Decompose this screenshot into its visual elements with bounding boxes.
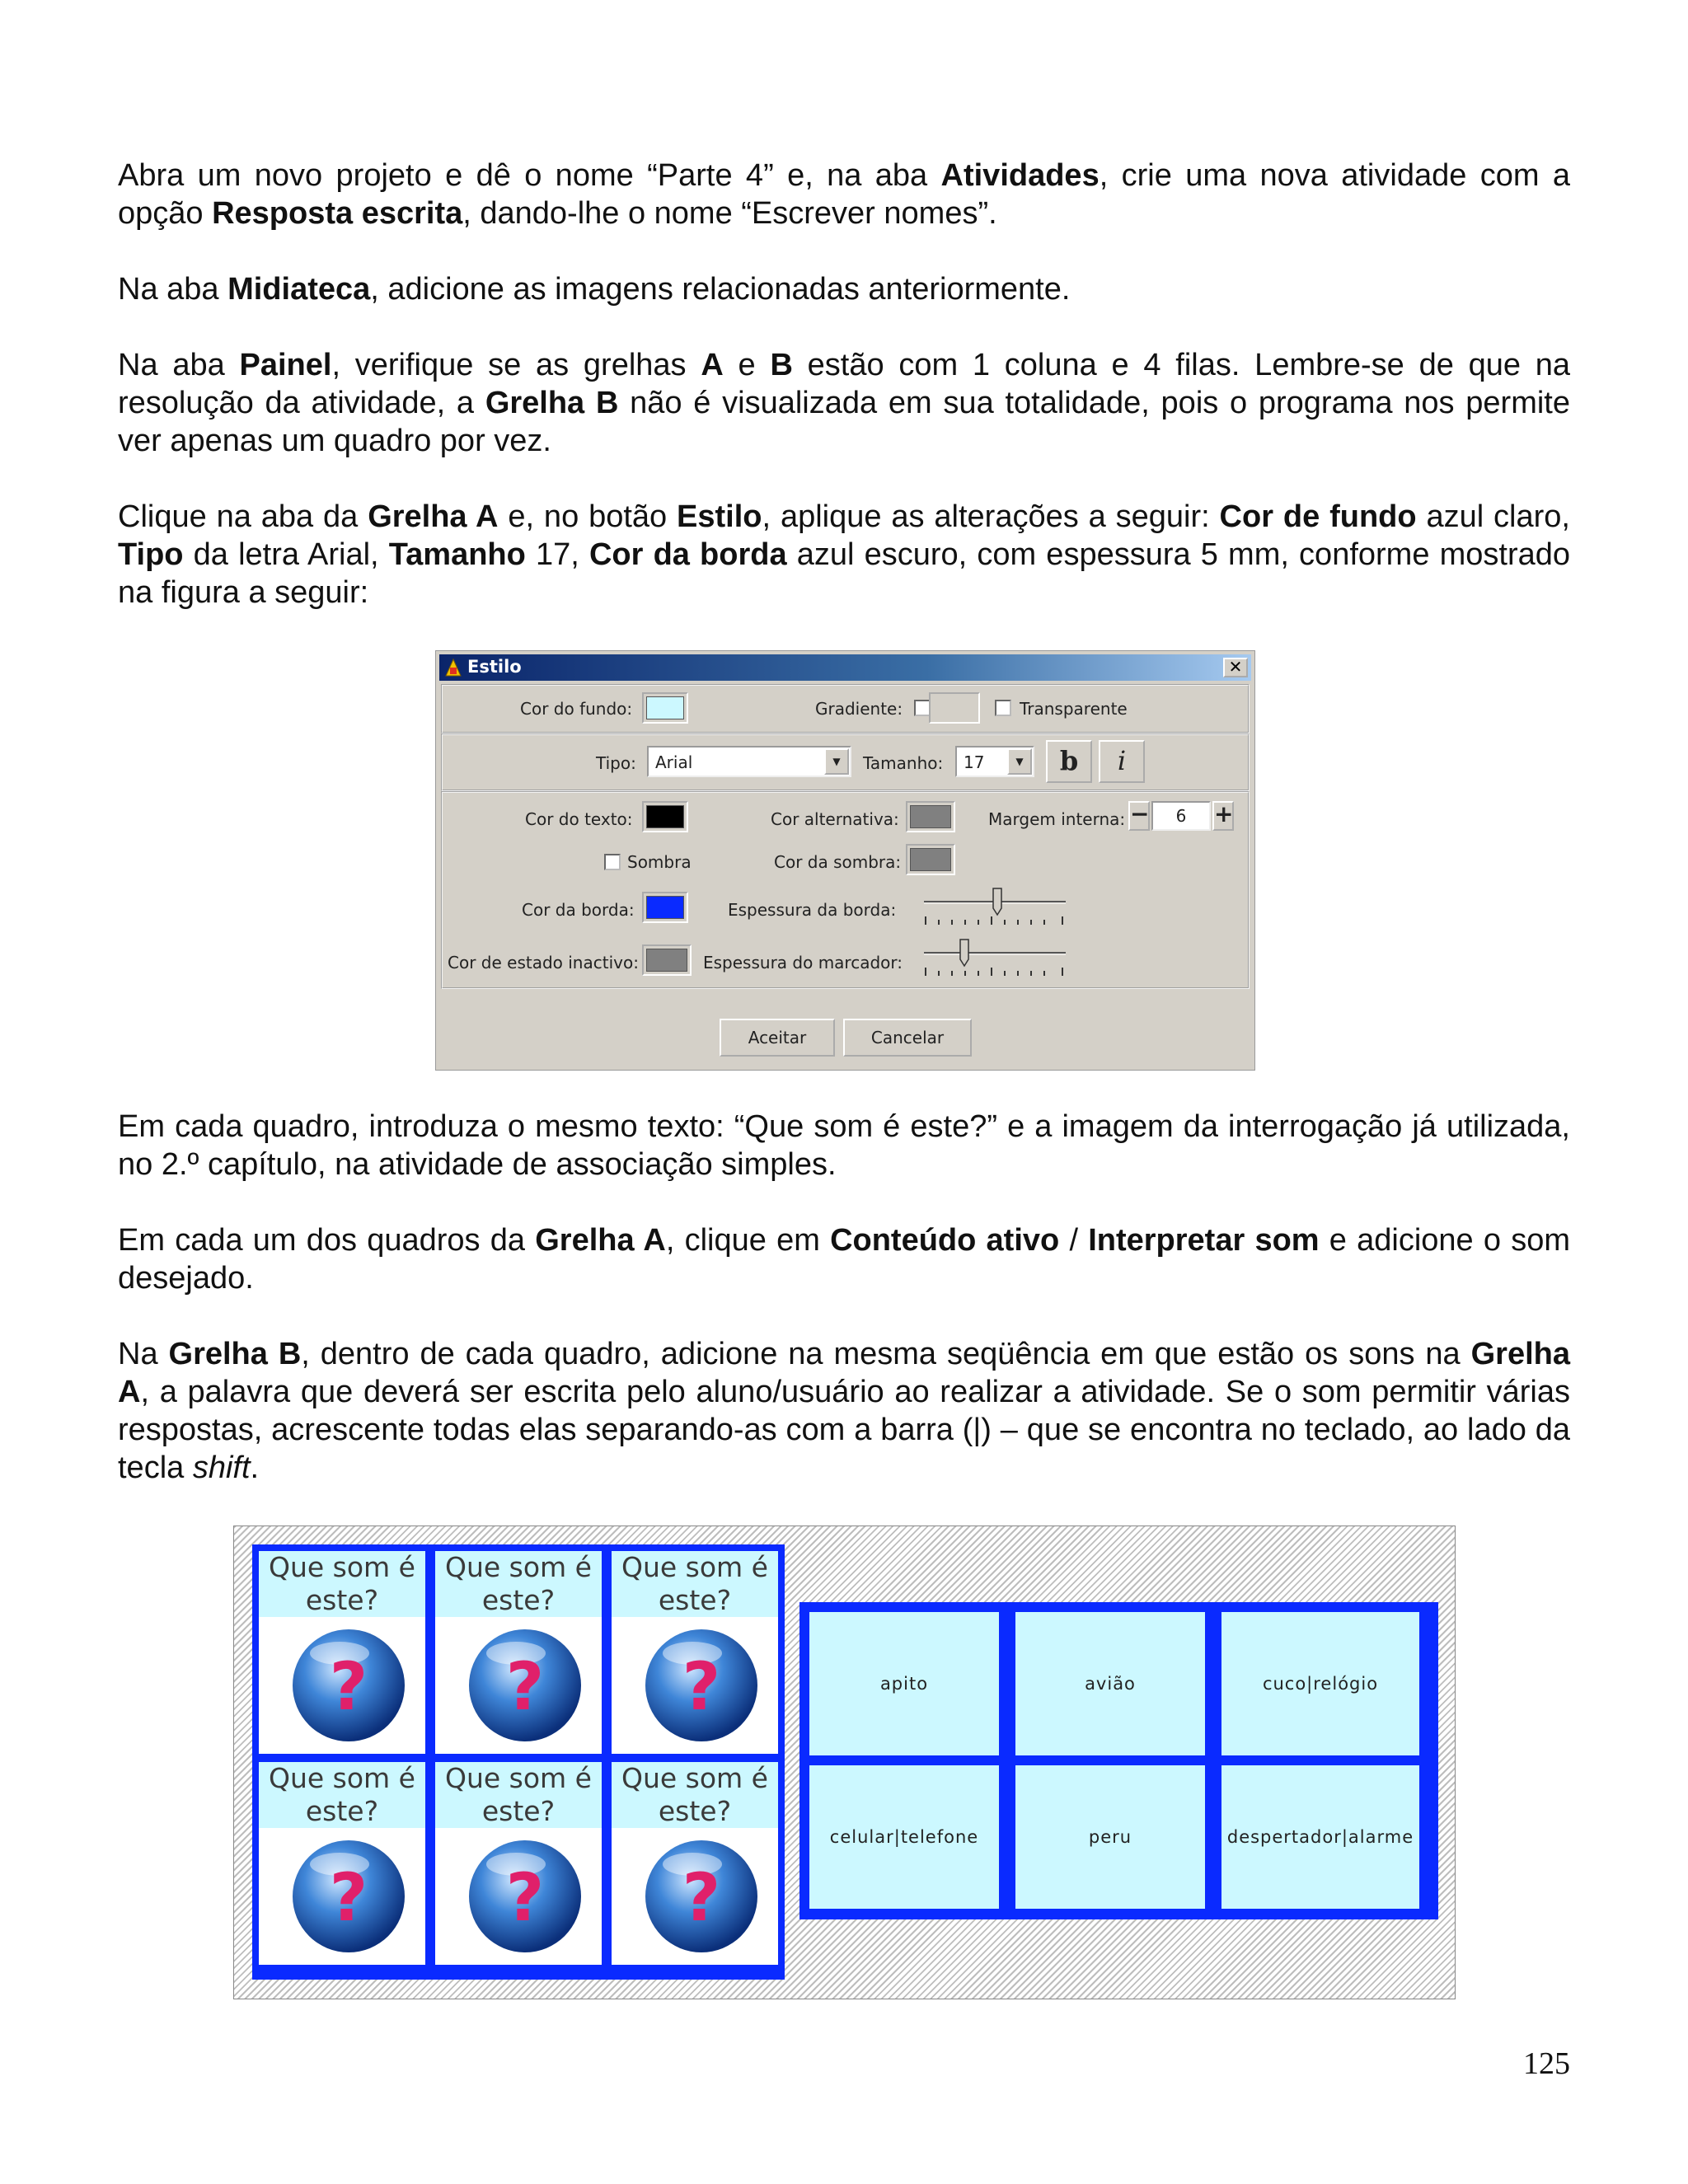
text: , dentro de cada quadro, adicione na mesma seqüência em que estão os sons na [301,1337,1471,1371]
text: 17, [525,537,589,572]
cor-sombra-label: Cor da sombra: [774,852,902,872]
gradiente-checkbox[interactable] [914,700,931,716]
grelha-b-cell[interactable]: celular|telefone [809,1765,999,1909]
text: , dando-lhe o nome “Escrever nomes”. [462,196,997,231]
bold-button[interactable]: b [1046,740,1092,783]
cell-text: Que som é este? [612,1551,778,1617]
margem-label: Margem interna: [988,809,1126,829]
text: , verifique se as grelhas [331,348,701,382]
section-background [441,684,1250,733]
activity-grid-figure [233,1526,1456,1999]
text: estão com 1 coluna e 4 filas. Lembre-se de que na resolução da atividade, a [118,348,1571,420]
margem-increase-button[interactable]: + [1212,801,1234,831]
dialog-title: Estilo [467,657,522,677]
cor-borda-label: Cor da borda: [522,900,635,920]
bold-text: Grelha A [118,1337,1570,1409]
tamanho-label: Tamanho: [863,753,944,773]
espessura-borda-label: Espessura da borda: [728,900,897,920]
text: , aplique as alterações a seguir: [762,499,1220,534]
cor-texto-color [646,805,684,828]
bold-text: Grelha A [368,499,499,534]
bold-text: Resposta escrita [212,196,463,231]
grelha-b [799,1602,1438,1919]
gradiente-label: Gradiente: [815,699,903,719]
grelha-a-cell[interactable] [612,1551,778,1754]
cor-alternativa-color [910,805,951,828]
bold-text: Cor da borda [588,537,787,572]
bold-text: Conteúdo ativo [830,1223,1060,1258]
text: Clique na aba da [118,499,368,534]
cell-text: Que som é este? [612,1762,778,1828]
cell-text: Que som é este? [259,1762,425,1828]
qmark-glyph: ? [505,1648,545,1725]
dialog-titlebar[interactable] [439,654,1251,681]
close-button[interactable]: ✕ [1223,658,1248,677]
cor-sombra-color [910,848,951,871]
margem-input[interactable]: 6 [1151,801,1211,831]
paragraph-6 [118,1221,1570,1297]
bold-text: Interpretar som [1088,1223,1320,1258]
cor-inactivo-color [646,949,687,972]
section-font [441,733,1250,791]
text: e adicione o som desejado. [118,1223,1570,1296]
qmark-glyph: ? [682,1648,721,1725]
text: azul escuro, com espessura 5 mm, conforme mostrado na figura a seguir: [118,537,1571,610]
paragraph-1 [118,157,1570,232]
bold-text: Estilo [677,499,762,534]
grelha-b-cell[interactable]: avião [1015,1612,1205,1755]
cor-borda-color [646,896,684,919]
page-number: 125 [1523,2046,1570,2081]
text: não é visualizada em sua totalidade, pois o programa nos permite ver apenas um quadro por vez. [118,386,1570,458]
grelha-a-cell[interactable] [259,1762,425,1965]
text: da letra Arial, [183,537,389,572]
grelha-a-cell[interactable] [435,1762,602,1965]
grelha-b-cell[interactable]: peru [1015,1765,1205,1909]
margem-decrease-button[interactable]: − [1128,801,1150,831]
italic-text: shift [192,1451,251,1485]
question-mark-icon [467,1838,584,1955]
paragraph-2 [118,270,1570,308]
qmark-glyph: ? [682,1859,721,1936]
italic-button[interactable]: i [1099,740,1145,783]
cell-text: Que som é este? [435,1551,602,1617]
section-colors [441,791,1250,989]
text: , crie uma nova atividade com a opção [118,158,1570,231]
cor-fundo-color [646,696,684,719]
dropdown-arrow-icon[interactable]: ▼ [1007,748,1032,775]
bold-text: Grelha B [485,386,619,420]
cor-fundo-swatch[interactable] [642,692,688,724]
app-icon [444,658,462,677]
tipo-label: Tipo: [596,753,636,773]
qmark-glyph: ? [329,1859,368,1936]
espessura-borda-slider[interactable] [921,883,1069,930]
bold-text: A [701,348,724,382]
bold-text: Grelha B [168,1337,302,1371]
paragraph-3 [118,346,1570,460]
cancelar-button[interactable]: Cancelar [843,1019,972,1057]
grelha-a-cell[interactable] [612,1762,778,1965]
transparente-checkbox[interactable] [995,700,1011,716]
bold-text: Atividades [940,158,1100,193]
espessura-marcador-slider[interactable] [921,933,1069,979]
cor-texto-label: Cor do texto: [525,809,633,829]
cor-sombra-swatch[interactable] [906,844,955,875]
cor-inactivo-label: Cor de estado inactivo: [448,953,639,972]
question-mark-icon [467,1627,584,1744]
cor-alternativa-swatch[interactable] [906,801,955,832]
aceitar-button[interactable]: Aceitar [720,1019,835,1057]
question-mark-icon [290,1838,407,1955]
qmark-glyph: ? [329,1648,368,1725]
bold-text: Tamanho [388,537,526,572]
text: , clique em [665,1223,831,1258]
sombra-label: Sombra [627,852,692,872]
tipo-select[interactable] [647,746,851,777]
question-mark-icon [643,1627,760,1744]
paragraph-5 [118,1108,1570,1183]
text: , adicione as imagens relacionadas anteriormente. [370,272,1071,307]
bold-text: B [770,348,793,382]
grelha-b-cell[interactable]: apito [809,1612,999,1755]
cor-alternativa-label: Cor alternativa: [771,809,899,829]
text: e, no botão [498,499,678,534]
text: Na aba [118,272,228,307]
cor-fundo-label: Cor do fundo: [520,699,633,719]
grelha-a-cell[interactable] [435,1551,602,1754]
espessura-marcador-label: Espessura do marcador: [703,953,903,972]
grelha-b-cell[interactable]: cuco|relógio [1221,1612,1419,1755]
question-mark-icon [290,1627,407,1744]
paragraph-7 [118,1335,1570,1487]
question-mark-icon [643,1838,760,1955]
cell-text: Que som é este? [435,1762,602,1828]
sombra-checkbox[interactable] [604,854,621,870]
bold-text: Midiateca [227,272,371,307]
paragraph-4 [118,498,1570,612]
gradiente-color [933,696,976,719]
text: Em cada quadro, introduza o mesmo texto: “Que som é este?” e a imagem da interrogação já utilizada, no 2.º capítulo, na atividade de associação simples. [118,1109,1570,1182]
transparente-label: Transparente [1020,699,1128,719]
tipo-value: Arial [655,752,693,772]
grelha-a-cell[interactable] [259,1551,425,1754]
gradiente-swatch[interactable] [929,692,980,724]
text: Em cada um dos quadros da [118,1223,536,1258]
bold-text: Tipo [118,537,184,572]
dropdown-arrow-icon[interactable]: ▼ [824,748,849,775]
qmark-glyph: ? [505,1859,545,1936]
bold-text: Painel [239,348,332,382]
text: e [723,348,771,382]
text: . [250,1451,260,1485]
text: / [1059,1223,1089,1258]
text: Na [118,1337,169,1371]
cor-texto-swatch[interactable] [642,801,688,832]
estilo-dialog [435,650,1255,1071]
text: azul claro, [1416,499,1570,534]
tamanho-select[interactable] [955,746,1034,777]
cor-borda-swatch[interactable] [642,892,688,923]
text: Na aba [118,348,240,382]
bold-text: Cor de fundo [1219,499,1417,534]
text: Abra um novo projeto e dê o nome “Parte 4” e, na aba [118,158,941,193]
cell-text: Que som é este? [259,1551,425,1617]
grelha-b-cell[interactable]: despertador|alarme [1221,1765,1419,1909]
tamanho-value: 17 [964,752,985,772]
cor-inactivo-swatch[interactable] [642,944,692,976]
text: , a palavra que deverá ser escrita pelo aluno/usuário ao realizar a atividade. Se o som permitir várias respostas, acrescente todas elas separando-as com a barra (|) – que se encontra no teclado, ao lado da tecla [118,1375,1570,1485]
grelha-a [252,1544,785,1980]
bold-text: Grelha A [535,1223,666,1258]
